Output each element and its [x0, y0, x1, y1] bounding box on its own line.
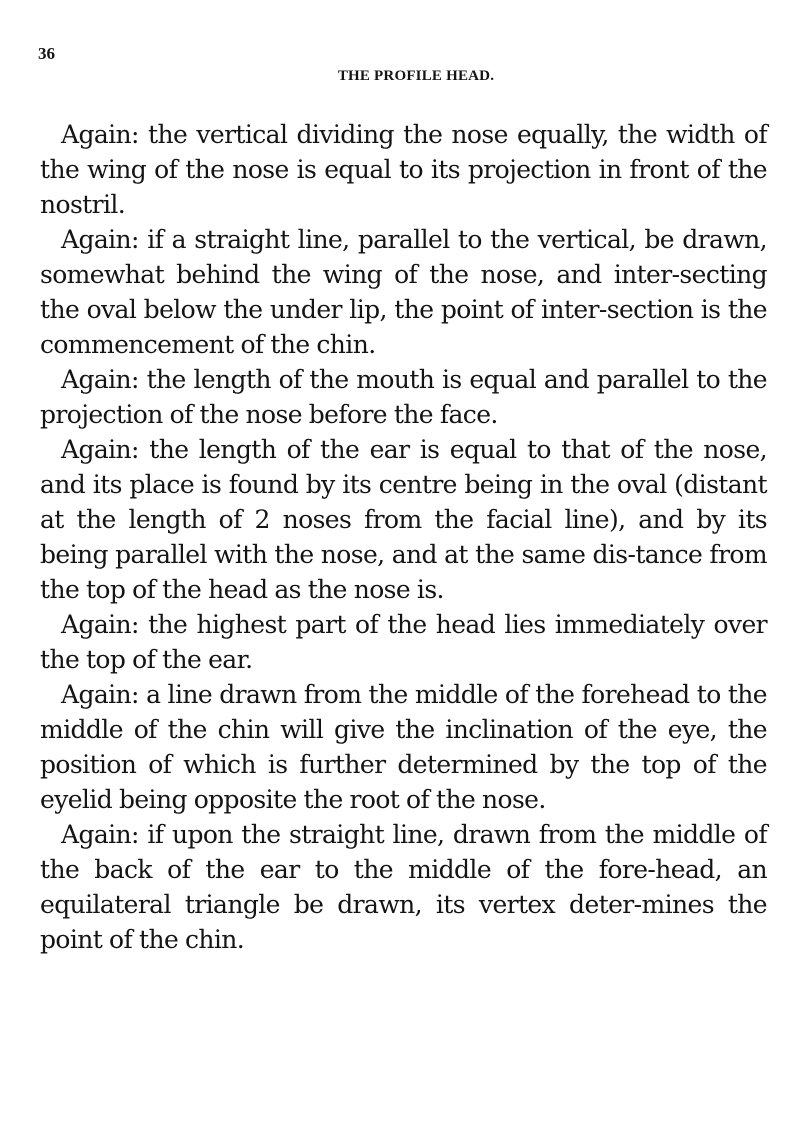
paragraph-point-of-chin: Again: if upon the straight line, drawn from the middle of the back of the ear to the middle of the fore-head, an equilateral triangle be drawn, its vertex deter-mines the point of the chin. — [40, 820, 767, 954]
body-text — [40, 117, 767, 957]
page-number: 36 — [38, 44, 55, 63]
paragraph-inclination-of-eye: Again: a line drawn from the middle of the forehead to the middle of the chin will give the inclination of the eye, the position of which is further determined by the top of the eyelid being opposite the root of the nose. — [40, 680, 767, 814]
running-title: THE PROFILE HEAD. — [337, 68, 495, 84]
paragraph-length-of-mouth: Again: the length of the mouth is equal and parallel to the projection of the nose before the face. — [40, 365, 767, 429]
paragraph-highest-part-of-head: Again: the highest part of the head lies immediately over the top of the ear. — [40, 610, 767, 674]
paragraph-length-of-ear: Again: the length of the ear is equal to that of the nose, and its place is found by its centre being in the oval (distant at the length of 2 noses from the facial line), and by its being parallel with the nose, and at the same dis-tance from the top of the head as the nose is. — [40, 435, 767, 604]
paragraph-commencement-of-chin: Again: if a straight line, parallel to the vertical, be drawn, somewhat behind the wing of the nose, and inter-secting the oval below the under lip, the point of inter-section is the commencement of the chin. — [40, 225, 767, 359]
paragraph-wing-of-nose: Again: the vertical dividing the nose equally, the width of the wing of the nose is equal to its projection in front of the nostril. — [40, 120, 767, 219]
